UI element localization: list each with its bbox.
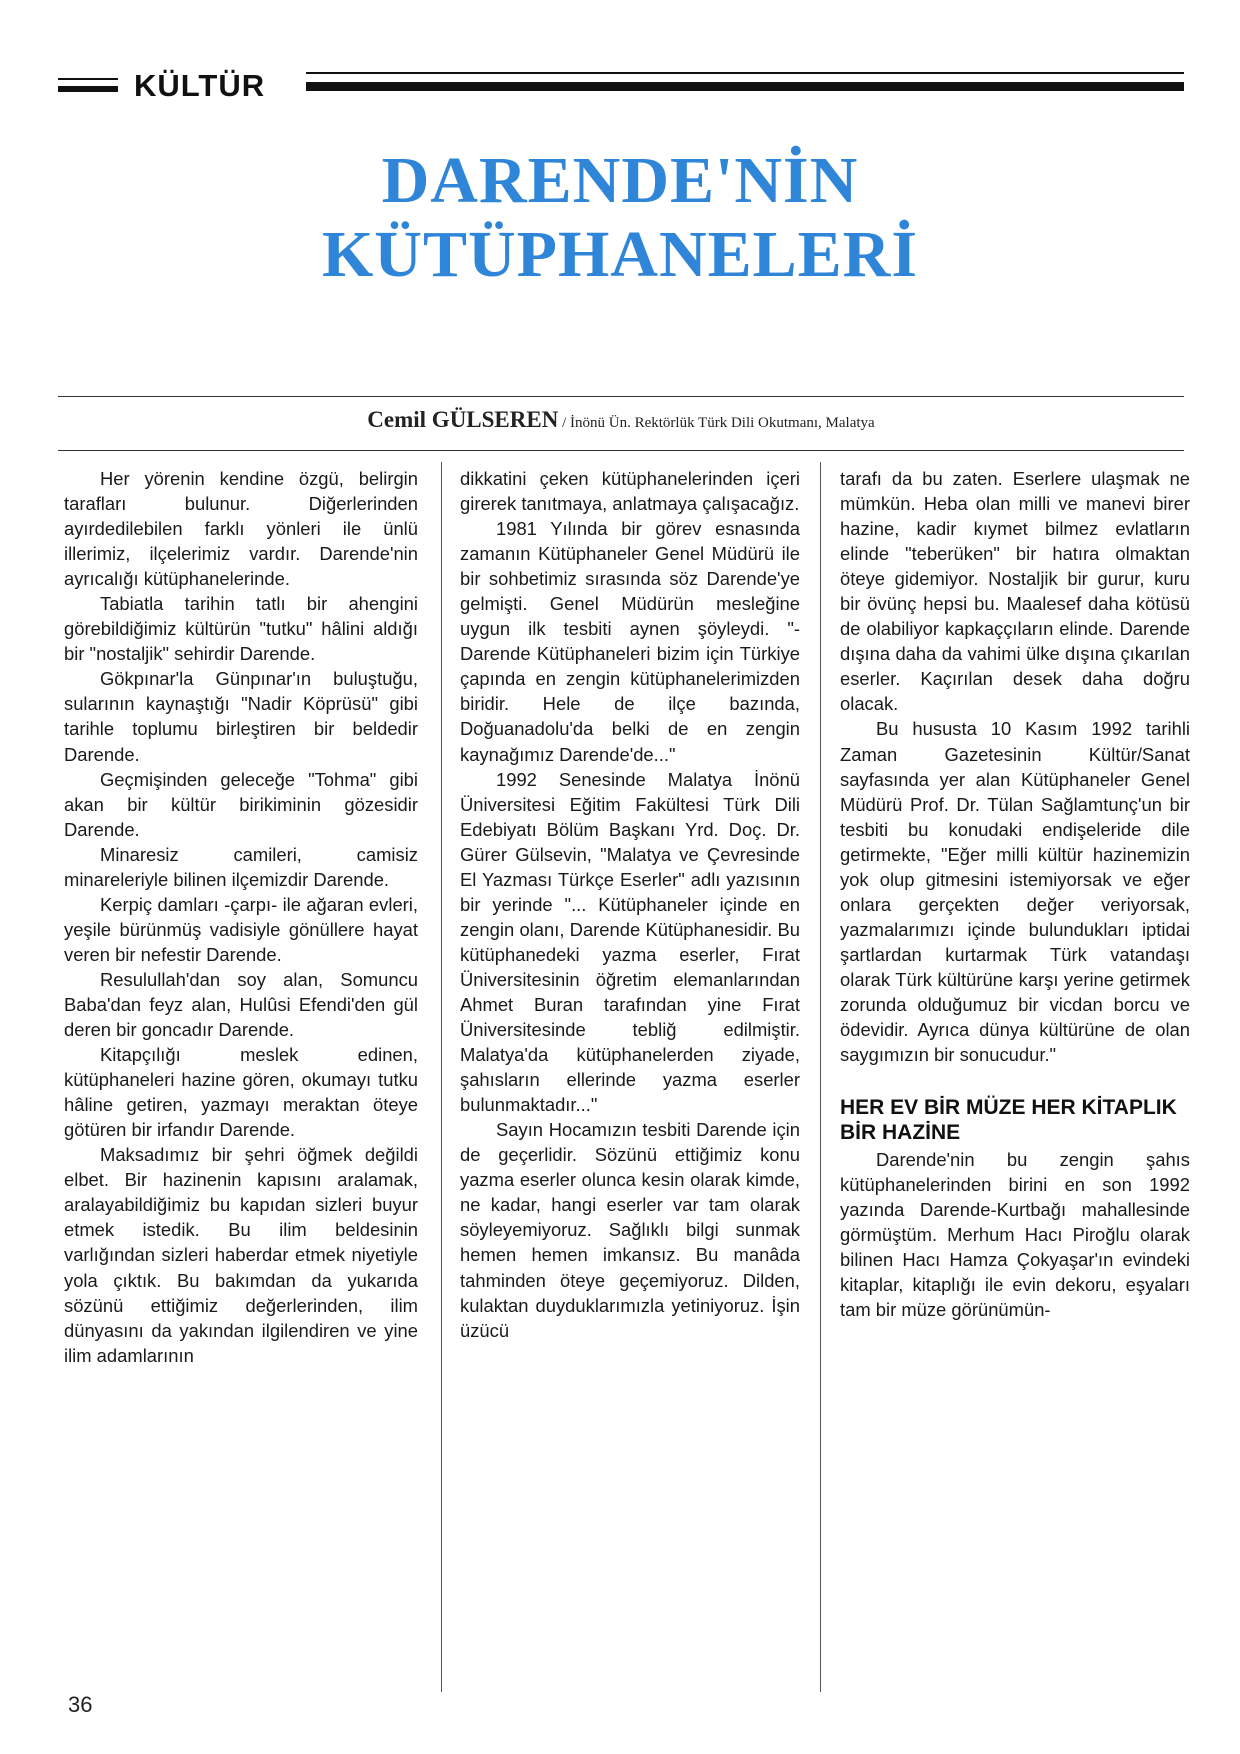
article-title-line-1: DARENDE'NİN: [381, 144, 859, 217]
article-title-line-2: KÜTÜPHANELERİ: [321, 218, 919, 291]
section-rule-right-thin: [306, 72, 1184, 74]
paragraph: Kerpiç damları -çarpı- ile ağaran evleri, yeşile bürünmüş vadisiyle gönüllere hayat veren bir nefestir Darende.: [64, 893, 418, 965]
section-label: KÜLTÜR: [134, 68, 266, 103]
byline: [58, 398, 1184, 445]
paragraph: 1992 Senesinde Malatya İnönü Üniversitesi Eğitim Fakültesi Türk Dili Edebiyatı Bölüm Başkanı Yrd. Doç. Dr. Gürer Gülsevin, "Malatya ve Çevresinde El Yazması Türkçe Eserler" adlı yazısının bir yerinde "... Kütüphaneler içinde en zengin olanı, Darende Kütüphanesidir. Bu kütüphanedeki yazma eserler, Fırat Üniversitesinin öğretim elemanlarından Ahmet Buran tarafından yine Fırat Üniversitesinde tebliğ edilmiştir. Malatya'da kütüphanelerden ziyade, şahısların ellerinde yazma eserler bulunmaktadır...": [460, 768, 800, 1116]
paragraph: Darende'nin bu zengin şahıs kütüphanelerinden birini en son 1992 yazında Darende-Kurtbağı mahallesinde görmüştüm. Merhum Hacı Piroğlu olarak bilinen Hacı Hamza Çokyaşar'ın evindeki kitaplar, kitaplığı ile evin dekoru, eşyaları tam bir müze görünümün-: [840, 1149, 1190, 1321]
paragraph: Her yörenin kendine özgü, belirgin tarafları bulunur. Diğerlerinden ayırdedilebilen farklı yönleri ile ünlü illerimiz, ilçelerimiz vardır. Darende'nin ayrıcalığı kütüphanelerinde.: [64, 468, 418, 590]
section-rule-right: [306, 82, 1184, 91]
paragraph: Minaresiz camileri, camisiz minareleriyle bilinen ilçemizdir Darende.: [64, 843, 418, 890]
paragraph: Resulullah'dan soy alan, Somuncu Baba'dan feyz alan, Hulûsi Efendi'den gül deren bir goncadır Darende.: [64, 968, 418, 1041]
section-rule-left: [58, 86, 118, 92]
author-name: Cemil GÜLSEREN: [367, 407, 559, 432]
subheading: HER EV BİR MÜZE HER KİTAPLIK BİR HAZİNE: [840, 1096, 1177, 1145]
column-3: [840, 466, 1190, 1322]
paragraph: Bu hususta 10 Kasım 1992 tarihli Zaman Gazetesinin Kültür/Sanat sayfasında yer alan Kütüphaneler Genel Müdürü Prof. Dr. Tülan Sağlamtunç'un bir tesbiti bu konudaki endişeleride dile getirmekte, "Eğer milli kültür hazinemizin yok olup gitmesini istemiyorsak ve eğer onlara gerçekten değer veriyorsak, yazmalarımızı içinde bulundukları iptidai şartlardan kurtarmak Türk vatandaşı olarak Türk kültürüne karşı yerine getirmek zorunda olduğumuz bir vicdan borcu ve ödevidir. Ayrıca dünya kültürüne de olan saygımızın bir sonucudur.": [840, 718, 1190, 1066]
paragraph: Kitapçılığı meslek edinen, kütüphaneleri hazine gören, okumayı tutku hâline getiren, yazmayı meraktan öteye götüren bir irfandır Darende.: [64, 1044, 418, 1141]
byline-rule-top: [58, 396, 1184, 397]
paragraph: dikkatini çeken kütüphanelerinden içeri girerek tanıtmaya, anlatmaya çalışacağız.: [460, 468, 800, 515]
paragraph: Geçmişinden geleceğe "Tohma" gibi akan bir kültür birikiminin gözesidir Darende.: [64, 768, 418, 840]
column-divider: [820, 462, 821, 1692]
paragraph: tarafı da bu zaten. Eserlere ulaşmak ne mümkün. Heba olan milli ve manevi birer hazine, kadir kıymet bilmez evlatların elinde "teberüken" bir hatıra olmaktan öteye gidemiyor. Nostaljik bir gurur, kuru bir övünç hepsi bu. Maalesef daha kötüsü de olabiliyor kapkaççıların elinde. Darende dışına daha da vahimi ülke dışına çıkarılan eserler. Kaçırılan desek daha doğru olacak.: [840, 468, 1190, 715]
column-2: [460, 466, 800, 1343]
section-rule-left-thin: [58, 78, 118, 80]
column-1: [64, 466, 418, 1368]
paragraph: Sayın Hocamızın tesbiti Darende için de geçerlidir. Sözünü ettiğimiz konu yazma eserler olunca kesin olarak kimde, ne kadar, hangi eserler var tam olarak söyleyemiyoruz. Sağlıklı bilgi sunmak hemen hemen imkansız. Bu manâda tahminden öteye geçemiyoruz. Dilden, kulaktan duyduklarımızla yetiniyoruz. İşin üzücü: [460, 1119, 800, 1341]
section-header: [58, 66, 1184, 106]
paragraph: Maksadımız bir şehri öğmek değildi elbet. Bir hazinenin kapısını aralamak, aralayabildiğimiz bu kapıdan sizleri buyur etmek istedik. Bu ilim beldesinin varlığından sizleri haberdar etmek niyetiyle yola çıktık. Bu bakımdan da yukarıda sözünü ettiğimiz değerlerinden, ilim dünyasını da yakından ilgilendiren ve yine ilim adamlarının: [64, 1144, 418, 1366]
column-divider: [441, 462, 442, 1692]
paragraph: Tabiatla tarihin tatlı bir ahengini görebildiğimiz kültürün "tutku" hâlini aldığı bir "nostaljik" sehirdir Darende.: [64, 593, 418, 665]
author-affiliation: / İnönü Ün. Rektörlük Türk Dili Okutmanı, Malatya: [558, 415, 875, 431]
paragraph: 1981 Yılında bir görev esnasında zamanın Kütüphaneler Genel Müdürü ile bir sohbetimiz sırasında söz Darende'ye gelmişti. Genel Müdürün mesleğine uygun ilk tesbiti aynen şöyleydi. "-Darende Kütüphaneleri bizim için Türkiye çapında en zengin kütüphanelerimizden biridir. Hele de ilçe bazında, Doğuanadolu'da belki de en zengin kaynağımız Darende'de...": [460, 518, 800, 765]
byline-rule-bottom: [58, 450, 1184, 451]
page-number: 36: [68, 1692, 93, 1717]
paragraph: Gökpınar'la Günpınar'ın buluştuğu, sularının kaynaştığı "Nadir Köprüsü" gibi tarihle toplumu birleştiren bir beldedir Darende.: [64, 668, 418, 765]
